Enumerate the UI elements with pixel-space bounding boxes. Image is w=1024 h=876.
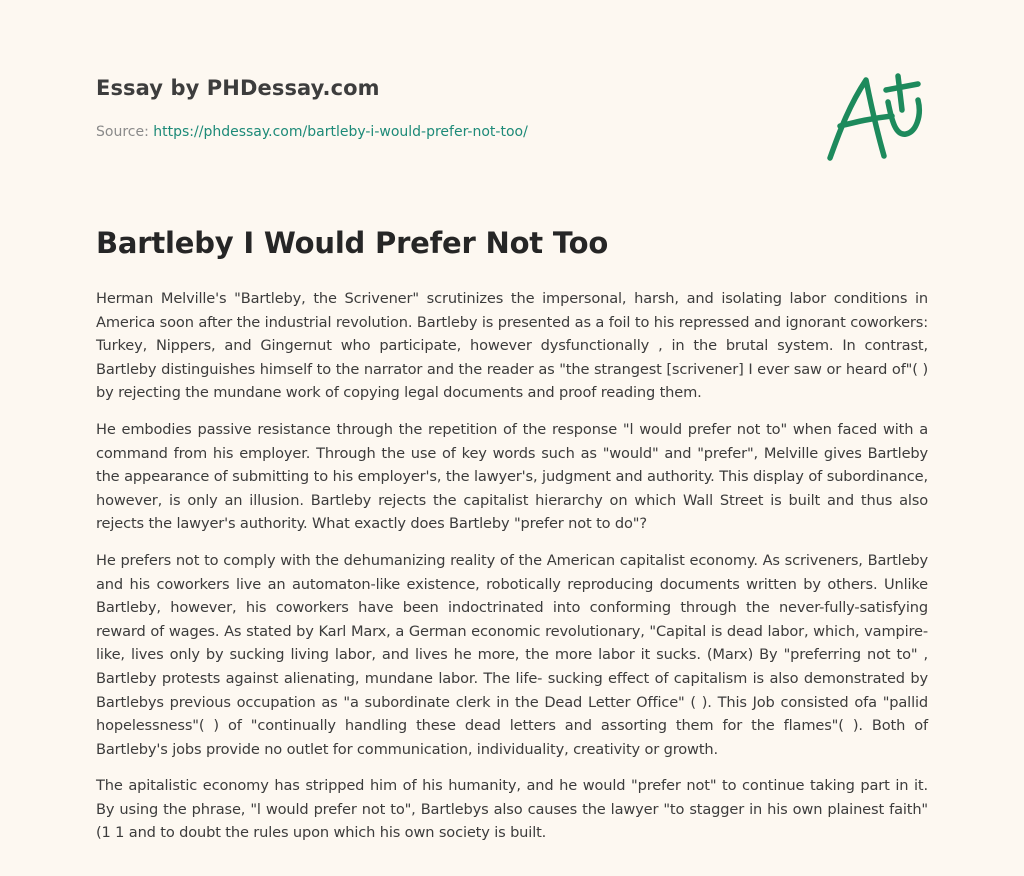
essay-paragraph: Herman Melville's "Bartleby, the Scrivener" scrutinizes the impersonal, harsh, and isolating labor conditions in America soon after the industrial revolution. Bartleby is presented as a foil to his repressed and ignorant coworkers: Turkey, Nippers, and Gingernut who participate, however dysfunctionally , in the brutal system. In contrast, Bartleby distinguishes himself to the narrator and the reader as "the strangest [scrivener] I ever saw or heard of"( ) by rejecting the mundane work of copying legal documents and proof reading them.	[96, 290, 928, 402]
source-label: Source:	[96, 124, 154, 140]
source-line	[96, 124, 528, 140]
essay-paragraph: The apitalistic economy has stripped him of his humanity, and he would "prefer not" to continue taking part in it. By using the phrase, "l would prefer not to", Bartlebys also causes the lawyer "to stagger in his own plainest faith" (1 1 and to doubt the rules upon which his own society is built.	[96, 777, 928, 842]
site-title: Essay by PHDessay.com	[96, 76, 380, 100]
a-plus-grade-icon	[826, 70, 926, 162]
essay-title: Bartleby I Would Prefer Not Too	[96, 226, 609, 260]
essay-paragraph: He prefers not to comply with the dehumanizing reality of the American capitalist economy. As scriveners, Bartleby and his coworkers live an automaton-like existence, robotically reproducing documents written by others. Unlike Bartleby, however, his coworkers have been indoctrinated into conforming through the never-fully-satisfying reward of wages. As stated by Karl Marx, a German economic revolutionary, "Capital is dead labor, which, vampire-like, lives only by sucking living labor, and lives he more, the more labor it sucks. (Marx) By "preferring not to" , Bartleby protests against alienating, mundane labor. The life- sucking effect of capitalism is also demonstrated by Bartlebys previous occupation as "a subordinate clerk in the Dead Letter Office" ( ). This Job consisted ofa "pallid hopelessness"( ) of "continually handling these dead letters and assorting them for the flames"( ). Both of Bartleby's jobs provide no outlet for communication, individuality, creativity or growth.	[96, 551, 928, 758]
essay-paragraph: He embodies passive resistance through the repetition of the response "l would prefer not to" when faced with a command from his employer. Through the use of key words such as "would" and "prefer", Melville gives Bartleby the appearance of submitting to his employer's, the lawyer's, judgment and authority. This display of subordinance, however, is only an illusion. Bartleby rejects the capitalist hierarchy on which Wall Street is built and thus also rejects the lawyer's authority. What exactly does Bartleby "prefer not to do"?	[96, 420, 928, 533]
essay-body	[96, 287, 928, 858]
source-link[interactable]: https://phdessay.com/bartleby-i-would-prefer-not-too/	[153, 124, 528, 140]
